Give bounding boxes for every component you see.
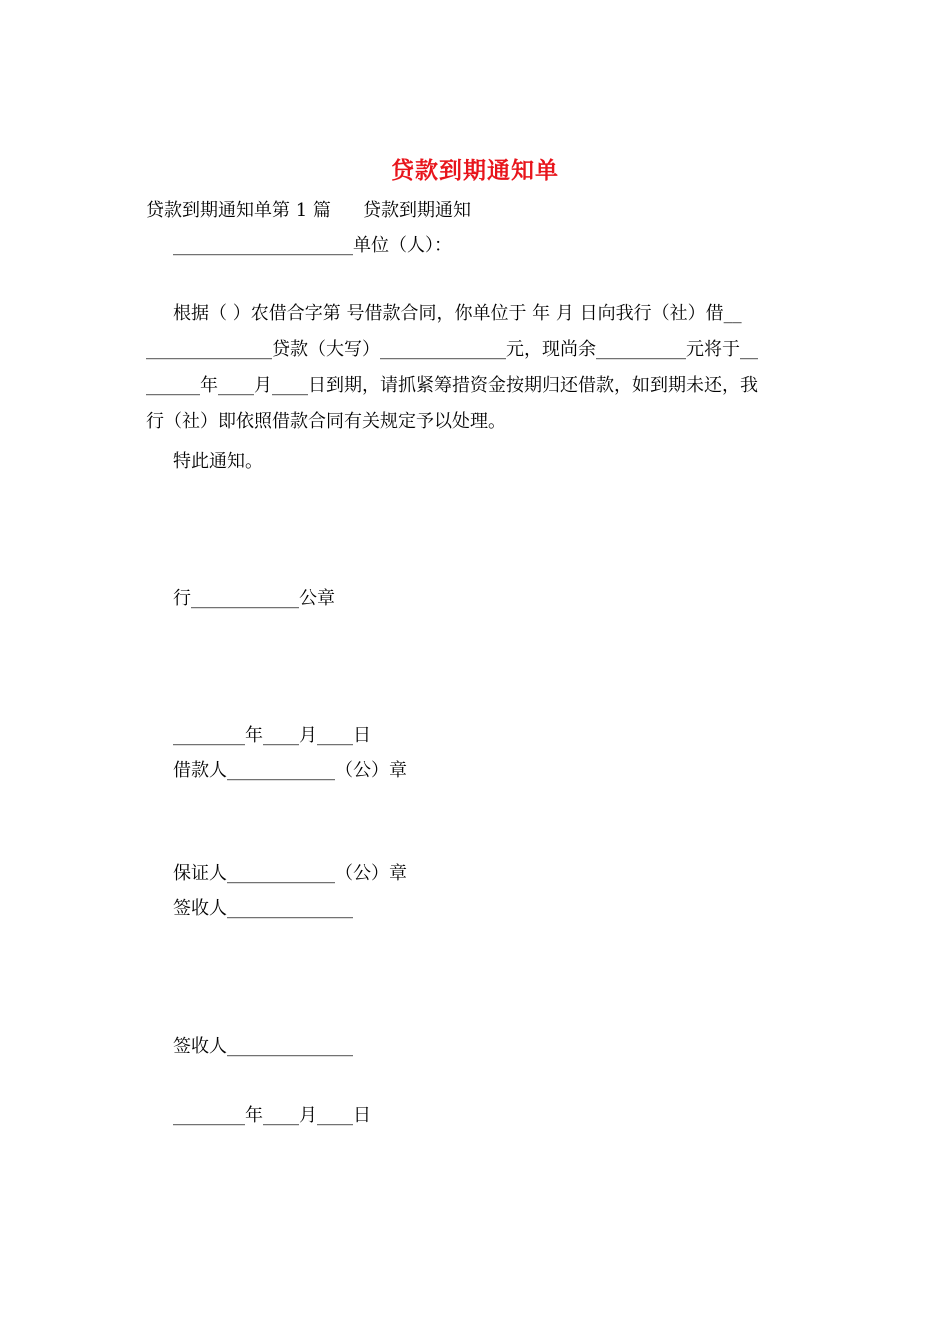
subtitle-left: 贷款到期通知单第 1 篇 xyxy=(146,200,331,221)
body-line-1: 根据（ ）农借合字第 号借款合同，你单位于 年 月 日向我行（社）借__ xyxy=(173,303,742,324)
date-line-1: ________年____月____日 xyxy=(173,725,371,746)
subtitle-right: 贷款到期通知 xyxy=(363,200,471,221)
borrower-seal-line: 借款人____________（公）章 xyxy=(173,760,407,781)
document-title: 贷款到期通知单 xyxy=(391,157,559,184)
body-line-2: ______________贷款（大写）______________元，现尚余__________元将于__ xyxy=(146,339,758,360)
receiver-line-1: 签收人______________ xyxy=(173,898,353,919)
bank-seal-line: 行____________公章 xyxy=(173,588,335,609)
receiver-line-2: 签收人______________ xyxy=(173,1036,353,1057)
body-line-4: 行（社）即依照借款合同有关规定予以处理。 xyxy=(146,411,506,432)
guarantor-seal-line: 保证人____________（公）章 xyxy=(173,863,407,884)
notice-closing: 特此通知。 xyxy=(173,451,263,472)
notice-body xyxy=(146,296,801,440)
body-line-3: ______年____月____日到期，请抓紧筹措资金按期归还借款，如到期未还，我 xyxy=(146,375,758,396)
addressee-line: ____________________单位（人）： xyxy=(173,235,452,256)
date-line-2: ________年____月____日 xyxy=(173,1105,371,1126)
